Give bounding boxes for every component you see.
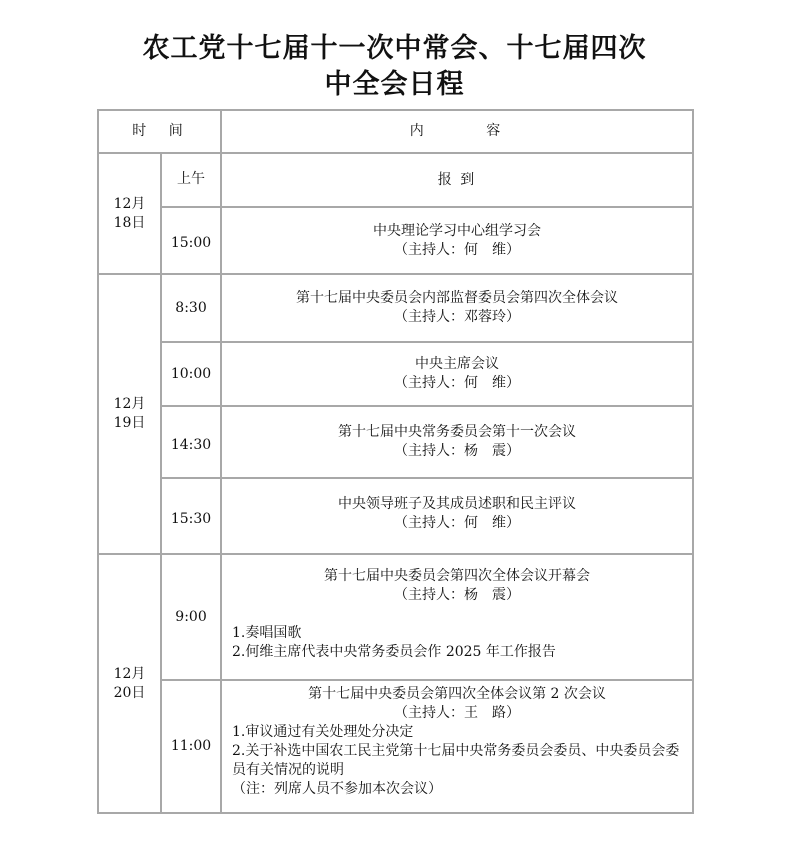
time-cell: 11:00 xyxy=(161,680,221,813)
time-cell: 10:00 xyxy=(161,342,221,406)
agenda-note: （注：列席人员不参加本次会议） xyxy=(232,781,443,797)
table-row xyxy=(98,274,693,342)
date-month: 12月 xyxy=(113,195,146,212)
session-host: （主持人：何 维） xyxy=(394,241,521,258)
content-cell xyxy=(221,274,693,342)
agenda-item: 1.奏唱国歌 xyxy=(232,625,302,641)
content-cell xyxy=(221,680,693,813)
date-cell-dec18 xyxy=(98,153,161,274)
table-row xyxy=(98,680,693,813)
table-row xyxy=(98,207,693,274)
date-cell-dec19 xyxy=(98,274,161,554)
date-day: 20日 xyxy=(113,684,146,701)
table-row xyxy=(98,342,693,406)
time-cell: 15:30 xyxy=(161,478,221,554)
time-cell: 上午 xyxy=(161,153,221,207)
table-row xyxy=(98,554,693,680)
time-cell: 14:30 xyxy=(161,406,221,478)
date-month: 12月 xyxy=(113,396,146,412)
agenda-items xyxy=(222,723,692,799)
document-title-line1: 农工党十七届十一次中常会、十七届四次 xyxy=(142,33,647,64)
document-title-line2: 中全会日程 xyxy=(324,69,465,100)
session-title: 第十七届中央委员会内部监督委员会第四次全体会议 xyxy=(296,290,619,306)
session-title: 第十七届中央委员会第四次全体会议第 2 次会议 xyxy=(308,686,606,702)
time-cell: 15:00 xyxy=(161,207,221,274)
agenda-item: 2.关于补选中国农工民主党第十七届中央常务委员会委员、中央委员会委员有关情况的说明 xyxy=(232,743,680,778)
session-host: （主持人：何 维） xyxy=(394,515,521,531)
header-time: 时 间 xyxy=(98,110,221,153)
content-cell xyxy=(221,207,693,274)
content-cell xyxy=(221,153,693,207)
time-cell: 8:30 xyxy=(161,274,221,342)
time-cell: 9:00 xyxy=(161,554,221,680)
content-cell xyxy=(221,342,693,406)
session-host: （主持人：邓蓉玲） xyxy=(394,309,521,325)
content-cell xyxy=(221,406,693,478)
session-host: （主持人：何 维） xyxy=(394,375,521,391)
session-title: 中央主席会议 xyxy=(415,356,500,372)
session-title: 第十七届中央常务委员会第十一次会议 xyxy=(338,424,577,440)
table-row xyxy=(98,406,693,478)
table-row xyxy=(98,478,693,554)
date-cell-dec20 xyxy=(98,554,161,813)
content-cell xyxy=(221,554,693,680)
session-host: （主持人：杨 震） xyxy=(394,443,521,459)
date-day: 19日 xyxy=(113,415,146,431)
session-host: （主持人：杨 震） xyxy=(394,587,521,603)
table-header-row xyxy=(98,110,693,153)
session-host: （主持人：王 路） xyxy=(394,705,521,721)
content-cell xyxy=(221,478,693,554)
date-day: 18日 xyxy=(113,214,146,231)
table-row xyxy=(98,153,693,207)
session-title: 中央理论学习中心组学习会 xyxy=(373,222,542,239)
agenda-items xyxy=(222,624,692,662)
session-title: 报 到 xyxy=(437,171,477,188)
schedule-table xyxy=(97,109,694,814)
session-title: 中央领导班子及其成员述职和民主评议 xyxy=(338,496,577,512)
session-title: 第十七届中央委员会第四次全体会议开幕会 xyxy=(324,568,591,584)
spacer xyxy=(222,605,692,624)
header-content: 内 容 xyxy=(221,110,693,153)
date-month: 12月 xyxy=(113,665,146,682)
agenda-item: 1.审议通过有关处理处分决定 xyxy=(232,724,414,740)
agenda-item: 2.何维主席代表中央常务委员会作 2025 年工作报告 xyxy=(232,644,556,660)
